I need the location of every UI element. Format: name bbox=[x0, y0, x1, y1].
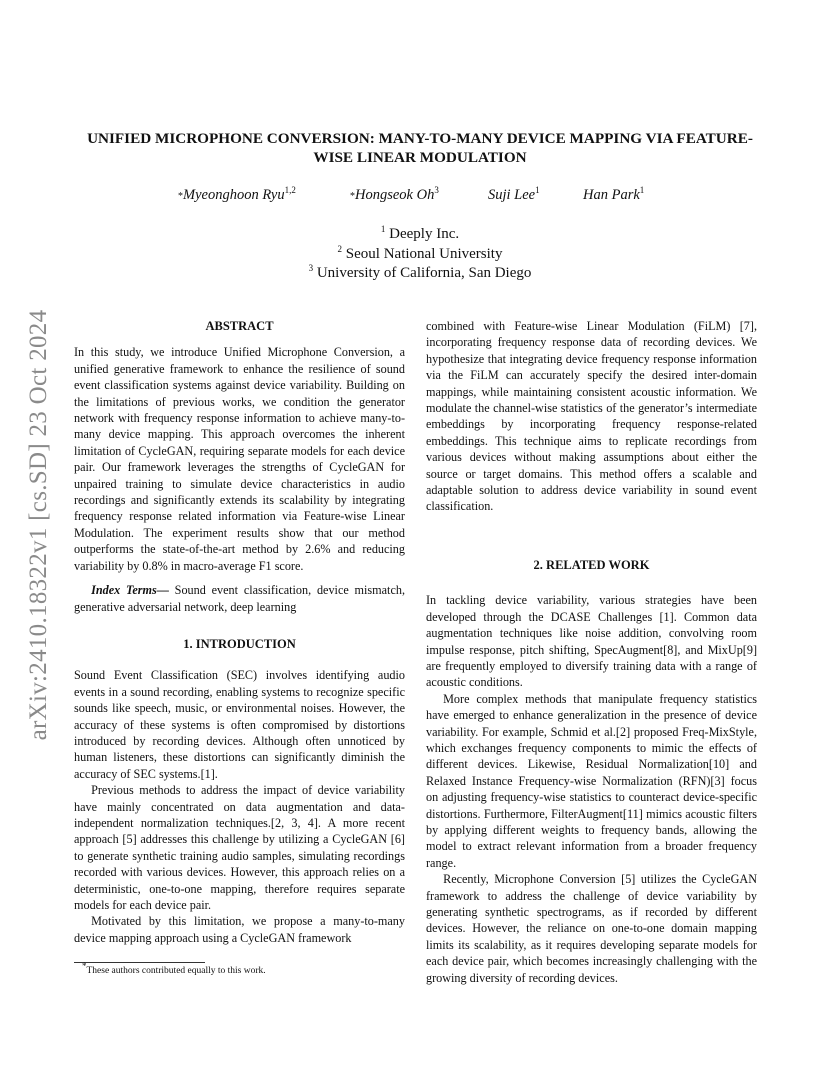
intro-paragraph-1: Sound Event Classification (SEC) involves identifying audio events in a sound recording, enabling systems to recognize specific sounds like speech, music, or environmental noises. However, the accuracy of these systems is often compromised by distortions introduced by recording devices. Although often unnoticed by human listeners, these distortions can significantly diminish the accuracy of SEC systems.[1]. bbox=[74, 668, 405, 781]
right-column bbox=[426, 318, 757, 986]
affiliation-1: $^1$ Deeply Inc. bbox=[380, 224, 460, 242]
intro-paragraph-2: Previous methods to address the impact of device variability have mainly concentrated on data augmentation and data-independent normalization techniques.[2, 3, 4]. A more recent approach [5] addresses this challenge by utilizing a CycleGAN [6] to generate synthetic training audio samples, simulating recordings recorded with various devices. However, this approach relies on a deterministic, one-to-one mapping, therefore requires separate models for each device pair. bbox=[74, 783, 405, 912]
intro-paragraph-3: Motivated by this limitation, we propose a many-to-many device mapping approach using a CycleGAN framework bbox=[74, 914, 405, 945]
author-2: *Hongseok Oh$^3$ bbox=[350, 185, 439, 203]
footnote-rule bbox=[74, 962, 205, 963]
intro-heading: 1. INTRODUCTION bbox=[183, 636, 296, 651]
related-work-heading: 2. RELATED WORK bbox=[533, 557, 650, 572]
arxiv-watermark bbox=[22, 290, 56, 760]
footnote: *These authors contributed equally to this work. bbox=[82, 961, 266, 977]
paper-title: UNIFIED MICROPHONE CONVERSION: MANY-TO-MANY DEVICE MAPPING VIA FEATURE-WISE LINEAR MODULATION bbox=[87, 130, 753, 166]
author-4: Han Park$^1$ bbox=[583, 185, 645, 203]
affiliation-2: $^2$ Seoul National University bbox=[337, 243, 503, 262]
abstract-text: In this study, we introduce Unified Microphone Conversion, a unified generative framework to enhance the resilience of sound event classification systems against device variability. Building on the limitations of previous works, we condition the generator network with frequency response information to achieve many-to-many device mapping. This approach overcomes the inherent limitation of CycleGAN, requiring separate models for each device pair. Our framework leverages the strengths of CycleGAN for unpaired training to simulate device characteristics in audio recordings and significantly extends its scalability by integrating frequency response related information via Feature-wise Linear Modulation. The experiment results show that our method outperforms the state-of-the-art method by 2.6% and reducing variability by 0.8% in macro-average F1 score. bbox=[74, 345, 405, 573]
intro-continued: combined with Feature-wise Linear Modulation (FiLM) [7], incorporating frequency response data of recording devices. We hypothesize that integrating device frequency response information via the FiLM can accurately specify the desired inter-domain mappings, while maintaining consistent acoustic information. We modulate the channel-wise statistics of the generator’s intermediate embeddings by incorporating frequency response-related embeddings. This technique aims to replicate recordings from various devices without making assumptions about either the source or target domains. This method offers a scalable and adaptable solution to address device variability in sound event classification. bbox=[426, 319, 757, 514]
index-terms: Index Terms— Sound event classification, device mismatch, generative adversarial network, deep learning bbox=[74, 583, 405, 614]
affiliations bbox=[200, 225, 640, 284]
left-column bbox=[74, 318, 405, 946]
related-paragraph-1: In tackling device variability, various strategies have been developed through the DCASE Challenges [1]. Common data augmentation techniques like noise addition, convolving room impulse response, pitch shifting, SpecAugment[8], and MixUp[9] are frequently employed to diversify training data with a range of acoustic conditions. bbox=[426, 593, 757, 690]
author-3: Suji Lee$^1$ bbox=[488, 185, 540, 203]
related-paragraph-2: More complex methods that manipulate frequency statistics have emerged to enhance generalization in the presence of device variability. For example, Schmid et al.[2] proposed Freq-MixStyle, which exchanges frequency components to mimic the effects of different devices. Likewise, Residual Normalization[10] and Relaxed Instance Frequency-wise Normalization (RFN)[3] focus on adjusting frequency-wise statistics to counteract device-specific distortions. Furthermore, FilterAugment[11] mimics acoustic filters by applying different weights to frequency bands, allowing the model to extract relevant information from a broader frequency range. bbox=[426, 691, 757, 870]
abstract-heading: ABSTRACT bbox=[205, 319, 274, 333]
affiliation-3: $^3$ University of California, San Diego bbox=[308, 263, 532, 281]
author-1: *Myeonghoon Ryu$^{1,2}$ bbox=[178, 185, 296, 203]
related-paragraph-3: Recently, Microphone Conversion [5] utilizes the CycleGAN framework to address the challenge of device variability by generating synthetic spectrograms, as if recorded by different devices. However, the reliance on one-to-one domain mapping limits its scalability, as it requires developing separate models for each device pair, which becomes increasingly challenging with the growing diversity of recording devices. bbox=[426, 872, 757, 985]
arxiv-id: arXiv:2410.18322v1 [cs.SD] 23 Oct 2024 bbox=[25, 309, 52, 741]
